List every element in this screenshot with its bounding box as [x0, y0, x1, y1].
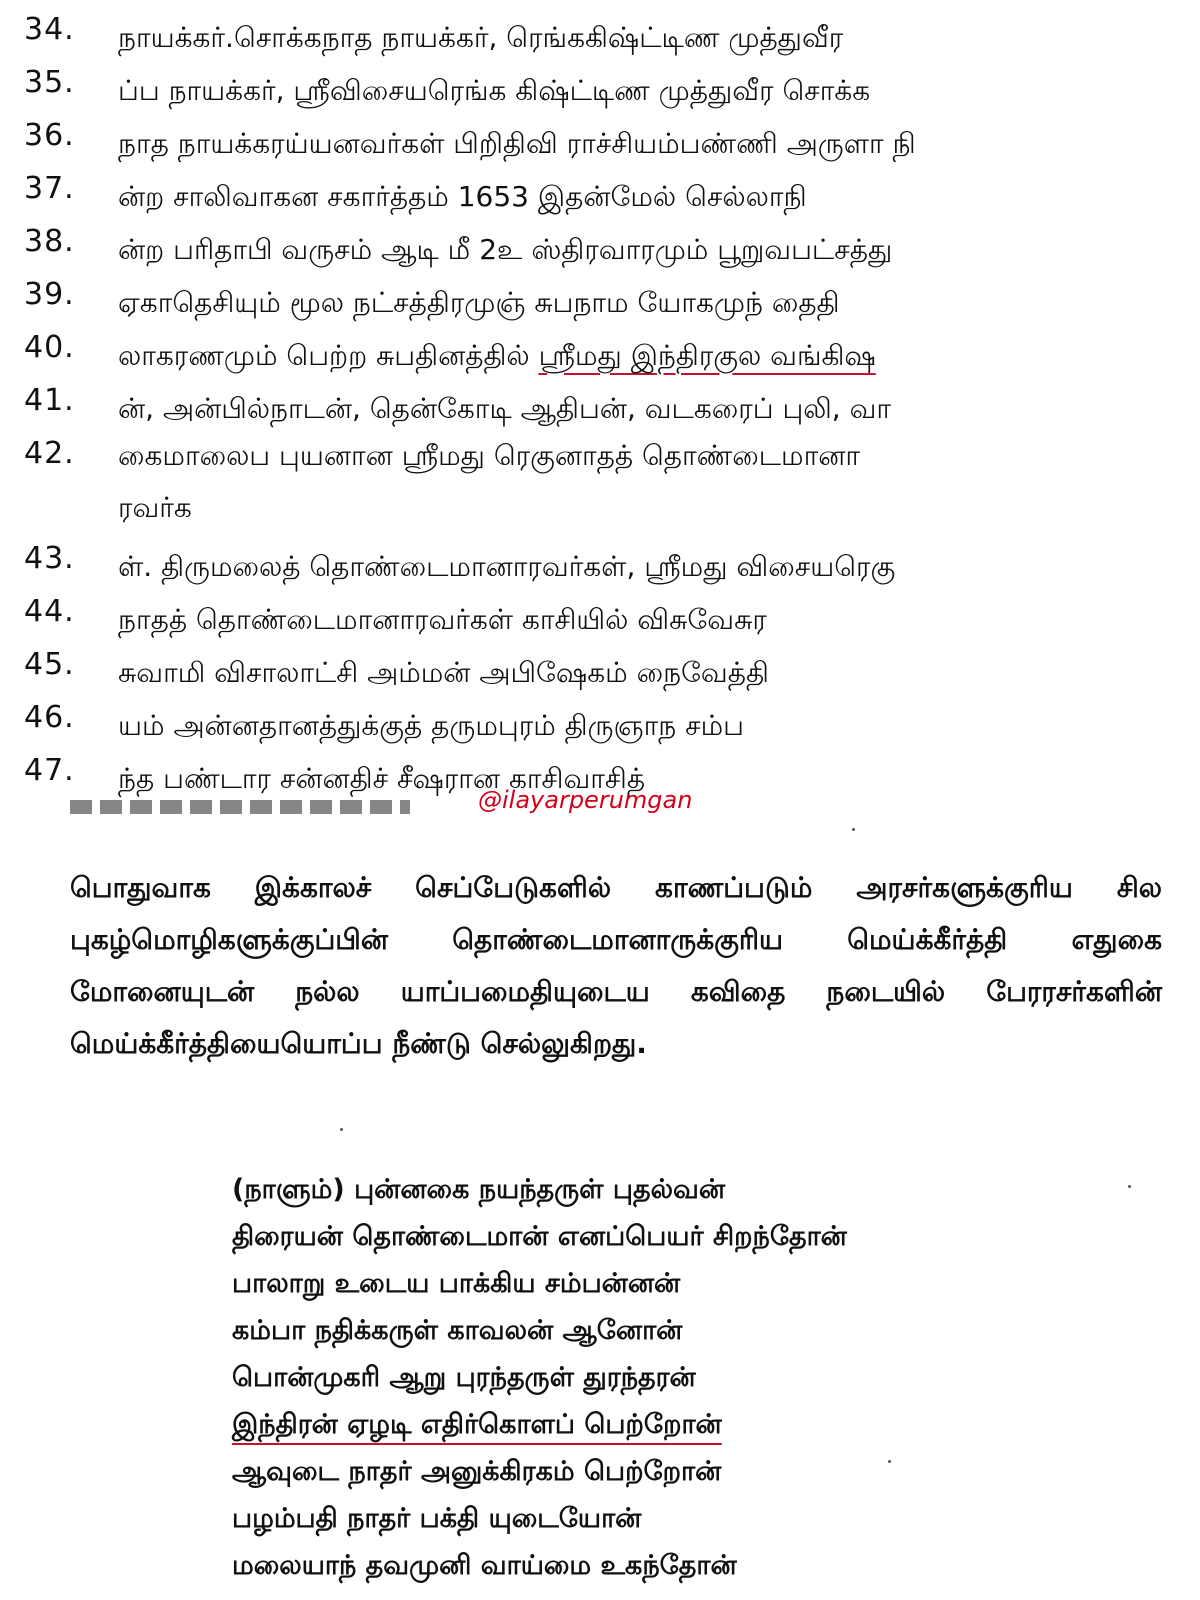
- verse-line: (நாளும்) புன்னகை நயந்தருள் புதல்வன்: [232, 1174, 726, 1205]
- line-number: 46.: [24, 700, 75, 735]
- inscription-line: [24, 588, 1174, 641]
- line-text: சுவாமி விசாலாட்சி அம்மன் அபிஷேகம் நைவேத்தி: [118, 656, 769, 689]
- verse-line: [232, 1405, 992, 1452]
- line-text: நாயக்கர்.சொக்கநாத நாயக்கர், ரெங்ககிஷ்ட்டிண முத்துவீர: [118, 21, 844, 54]
- inscription-lines: [24, 6, 1174, 800]
- line-number: 42.: [24, 436, 75, 471]
- inscription-line: [24, 377, 1174, 430]
- verse-line: கம்பா நதிக்கருள் காவலன் ஆனோன்: [232, 1315, 683, 1346]
- verse-line: மலையாந் தவமுனி வாய்மை உகந்தோன்: [232, 1550, 737, 1581]
- inscription-line: [24, 430, 1174, 535]
- line-text-row: கைமாலைப புயனான ஸ்ரீமது ரெகுனாதத் தொண்டைமானா: [118, 439, 860, 472]
- line-number: 43.: [24, 541, 75, 576]
- line-text: ஏகாதெசியும் மூல நட்சத்திரமுஞ் சுபநாம யோகமுந் தைதி: [118, 286, 840, 319]
- scan-speck: [888, 1460, 891, 1463]
- scan-speck: [1128, 1185, 1131, 1188]
- verse-block: [232, 1170, 992, 1593]
- line-number: 45.: [24, 647, 75, 682]
- line-text: ன்ற பரிதாபி வருசம் ஆடி மீ 2உ ஸ்திரவாரமும் பூறுவபட்சத்து: [118, 233, 893, 266]
- watermark: @ilayarperumgan: [478, 786, 693, 814]
- verse-line: பாலாறு உடைய பாக்கிய சம்பன்னன்: [232, 1268, 681, 1299]
- verse-line: பொன்முகரி ஆறு புரந்தருள் துரந்தரன்: [232, 1362, 696, 1393]
- line-number: 36.: [24, 118, 75, 153]
- inscription-line: [24, 271, 1174, 324]
- inscription-line: [24, 165, 1174, 218]
- inscription-line: [24, 6, 1174, 59]
- verse-line: பழம்பதி நாதர் பக்தி யுடையோன்: [232, 1503, 642, 1534]
- line-number: 34.: [24, 12, 75, 47]
- line-number: 41.: [24, 383, 75, 418]
- line-text: ந்த பண்டார சன்னதிச் சீஷரான காசிவாசித்: [118, 762, 646, 795]
- body-paragraph: பொதுவாக இக்காலச் செப்பேடுகளில் காணப்படும் அரசர்களுக்குரிய சில புகழ்மொழிகளுக்குப்பின் தொண்டைமானாருக்குரிய மெய்க்கீர்த்தி எதுகை மோனையுடன் நல்ல யாப்பமைதியுடைய கவிதை நடையில் பேரரசர்களின் மெய்க்கீர்த்தியையொப்ப நீண்டு செல்லுகிறது.: [70, 871, 1162, 1060]
- inscription-line: [24, 535, 1174, 588]
- line-text: [118, 330, 1168, 382]
- line-text: ள். திருமலைத் தொண்டைமானாரவர்கள், ஸ்ரீமது விசையரெகு: [118, 550, 896, 583]
- underlined-phrase: ஸ்ரீமது இந்திரகுல வங்கிஷ: [538, 339, 876, 372]
- line-number: 37.: [24, 171, 75, 206]
- inscription-line: [24, 59, 1174, 112]
- inscription-line: [24, 641, 1174, 694]
- inscription-line: [24, 324, 1174, 377]
- inscription-line: [24, 112, 1174, 165]
- scan-speck: [340, 1128, 343, 1131]
- line-text: யம் அன்னதானத்துக்குத் தருமபுரம் திருஞாந சம்ப: [118, 709, 744, 742]
- line-number: 47.: [24, 753, 75, 788]
- scan-speck: [852, 828, 855, 831]
- line-text: நாதத் தொண்டைமானாரவர்கள் காசியில் விசுவேசுர: [118, 603, 767, 636]
- cropped-text-fragment: [70, 800, 410, 814]
- verse-line: ஆவுடை நாதர் அனுக்கிரகம் பெற்றோன்: [232, 1456, 722, 1487]
- line-number: 35.: [24, 65, 75, 100]
- line-text: ன்ற சாலிவாகன சகார்த்தம் 1653 இதன்மேல் செல்லாநி: [118, 180, 807, 213]
- line-number: 39.: [24, 277, 75, 312]
- line-text-continuation: ரவர்க: [118, 491, 192, 524]
- line-text: ப்ப நாயக்கர், ஸ்ரீவிசையரெங்க கிஷ்ட்டிண முத்துவீர சொக்க: [118, 74, 871, 107]
- inscription-line: [24, 218, 1174, 271]
- inscription-line: [24, 694, 1174, 747]
- line-text: ன், அன்பில்நாடன், தென்கோடி ஆதிபன், வடகரைப் புலி, வா: [118, 392, 892, 425]
- underlined-verse-phrase: இந்திரன் ஏழடி எதிர்கொளப் பெற்றோன்: [232, 1409, 722, 1440]
- line-text: [118, 436, 1168, 540]
- line-text-plain: லாகரணமும் பெற்ற சுபதினத்தில்: [118, 339, 539, 372]
- line-number: 40.: [24, 330, 75, 365]
- verse-line: திரையன் தொண்டைமான் எனப்பெயர் சிறந்தோன்: [232, 1221, 847, 1252]
- line-number: 38.: [24, 224, 75, 259]
- line-text: நாத நாயக்கரய்யனவர்கள் பிறிதிவி ராச்சியம்பண்ணி அருளா நி: [118, 127, 916, 160]
- line-number: 44.: [24, 594, 75, 629]
